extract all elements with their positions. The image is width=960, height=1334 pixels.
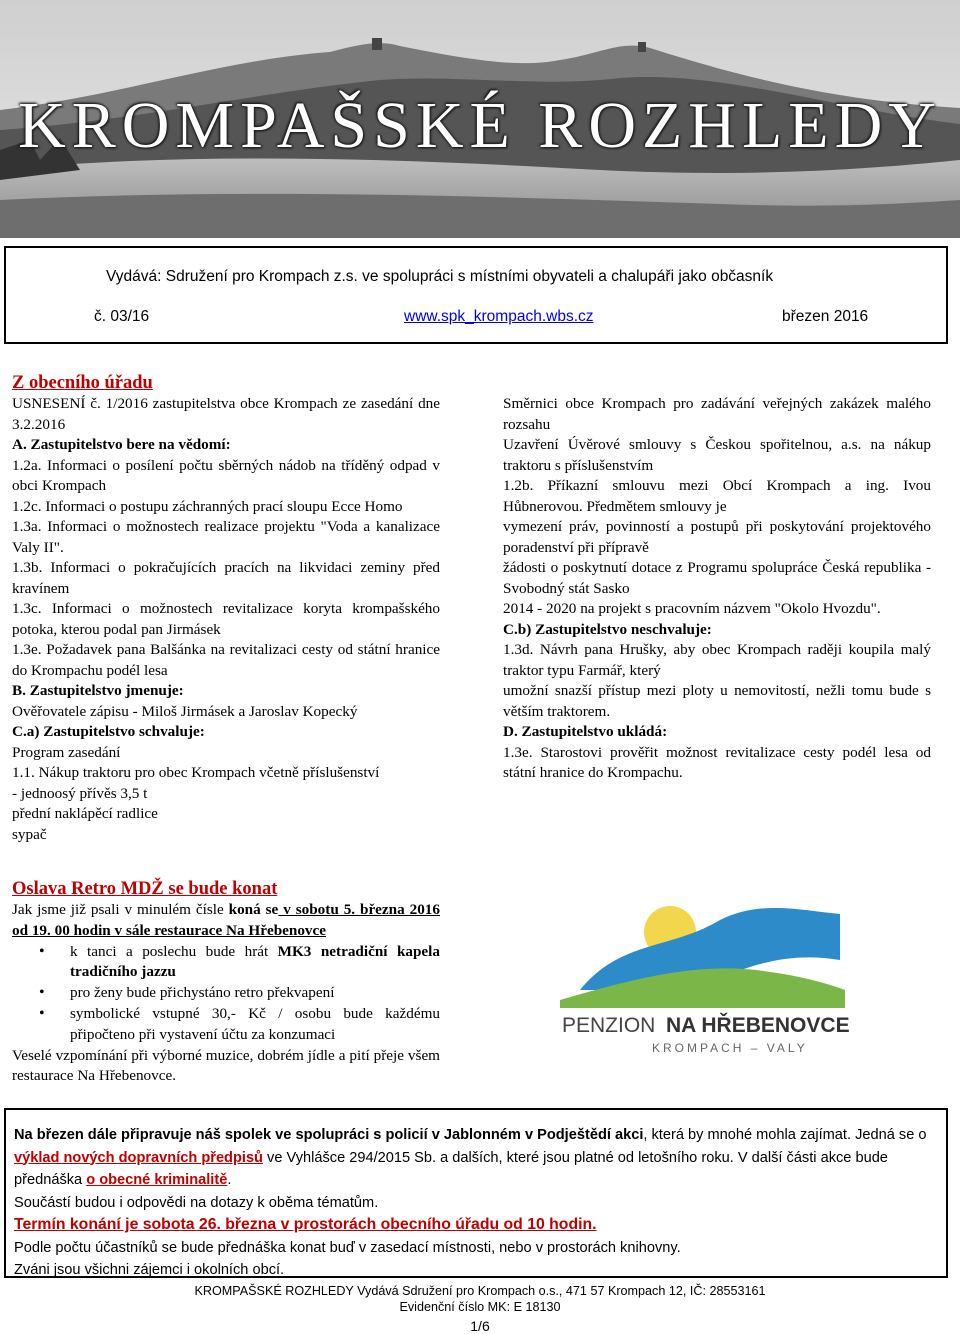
event-intro-bold: koná se	[228, 901, 279, 918]
notice-term: Termín konání je sobota 26. března v prostorách obecního úřadu od 10 hodin.	[14, 1216, 597, 1233]
event-closing: Veselé vzpomínání při výborné muzice, dobrém jídle a pití přeje všem restaurace Na Hřebenovce.	[12, 1046, 440, 1085]
event-intro-plain: Jak jsme již psali v minulém čísle	[12, 901, 229, 918]
notice-paragraph	[14, 1124, 938, 1192]
c-item: 1.1. Nákup traktoru pro obec Krompach včetně příslušenství	[12, 764, 380, 781]
notice-red2: o obecné kriminalitě	[86, 1172, 228, 1188]
left-column	[12, 372, 440, 845]
a-item: 1.2c. Informaci o postupu záchranných prací sloupu Ecce Homo	[12, 497, 403, 515]
website-link[interactable]: www.spk_krompach.wbs.cz	[404, 308, 594, 325]
cb-item: umožní snazší přístup mezi ploty u nemovitostí, nežli tomu bude s větším traktorem.	[503, 682, 931, 720]
masthead-title: KROMPAŠSKÉ ROZHLEDY	[18, 89, 942, 162]
a-item: 1.3b. Informaci o pokračujících pracích na likvidaci zeminy před kravínem	[12, 559, 440, 597]
notice-line3: Podle počtu účastníků se bude přednáška konat buď v zasedací místnosti, nebo v prostorách knihovny.	[14, 1239, 681, 1256]
footer-line1: KROMPAŠSKÉ ROZHLEDY Vydává Sdružení pro Krompach o.s., 471 57 Krompach 12, IČ: 28553161	[194, 1284, 766, 1298]
r-line: Uzavření Úvěrové smlouvy s Českou spořitelnou, a.s. na nákup traktoru s příslušenstvím	[503, 436, 931, 474]
a-item: 1.3e. Požadavek pana Balšánka na revitalizaci cesty od státní hranice do Krompachu podél lesa	[12, 641, 440, 679]
notice-line2: Součástí budou i odpovědi na dotazy k oběma tématům.	[14, 1194, 379, 1211]
publisher-box	[4, 246, 948, 344]
publisher-line: Vydává: Sdružení pro Krompach z.s. ve spolupráci s místními obyvateli a chalupáři jako občasník	[106, 268, 774, 285]
c-item: Program zasedání	[12, 743, 121, 761]
resolution-heading: USNESENÍ č. 1/2016 zastupitelstva obce Krompach ze zasedání dne 3.2.2016	[12, 395, 440, 433]
a-heading: A. Zastupitelstvo bere na vědomí:	[12, 436, 231, 453]
a-item: 1.3a. Informaci o možnostech realizace projektu "Voda a kanalizace Valy II".	[12, 518, 440, 556]
footer-line2: Evidenční číslo MK: E 18130	[399, 1300, 561, 1314]
r-line: žádosti o poskytnutí dotace z Programu spolupráce Česká republika - Svobodný stát Sasko	[503, 559, 931, 597]
penzion-logo	[540, 880, 850, 1060]
d-heading: D. Zastupitelstvo ukládá:	[503, 723, 668, 740]
c-item: - jednoosý přívěs 3,5 t	[12, 784, 148, 802]
notice-bold-start: Na březen dále připravuje náš spolek ve spolupráci s policií v Jablonném v Podještědí akci	[14, 1127, 644, 1143]
bullet-plain: k tanci a poslechu bude hrát	[70, 942, 278, 960]
notice-text1: , která by mnohé mohla zajímat. Jedná se o	[643, 1127, 927, 1143]
issue-number: č. 03/16	[94, 308, 150, 325]
list-item	[12, 942, 440, 984]
cb-heading: C.b) Zastupitelstvo neschvaluje:	[503, 620, 712, 638]
a-item: 1.2a. Informaci o posílení počtu sběrných nádob na tříděný odpad v obci Krompach	[12, 456, 440, 494]
logo-sub: KROMPACH – VALY	[652, 1041, 808, 1055]
b-heading: B. Zastupitelstvo jmenuje:	[12, 682, 184, 699]
notice-red1: výklad nových dopravních předpisů	[14, 1149, 263, 1166]
event-intro	[12, 900, 440, 942]
notice-box	[4, 1108, 948, 1278]
notice-text3: .	[227, 1172, 232, 1188]
c-item: sypač	[12, 825, 47, 843]
r-line: 2014 - 2020 na projekt s pracovním názvem "Okolo Hvozdu".	[503, 600, 881, 617]
penzion-logo-graphic	[540, 880, 850, 1060]
c-heading: C.a) Zastupitelstvo schvaluje:	[12, 723, 205, 740]
logo-name2: NA HŘEBENOVCE	[666, 1014, 850, 1037]
issue-date: březen 2016	[782, 308, 869, 325]
notice-line4: Zváni jsou všichni zájemci i okolních obcí.	[14, 1262, 285, 1278]
bullet-bold: MK3 netradiční kapela tradičního jazzu	[70, 942, 440, 981]
event-bullets	[12, 942, 440, 1046]
masthead-banner	[0, 0, 960, 238]
b-text: Ověřovatele zápisu - Miloš Jirmásek a Jaroslav Kopecký	[12, 702, 358, 720]
event-section	[12, 878, 440, 1087]
event-date-place: v sobotu 5. března 2016 od 19. 00 hodin v sále restaurace Na Hřebenovce	[12, 901, 440, 939]
cb-item: 1.3d. Návrh pana Hrušky, aby obec Krompach raději koupila malý traktor typu Farmář, který	[503, 641, 931, 679]
r-line: 1.2b. Příkazní smlouvu mezi Obcí Krompach a ing. Ivou Hůbnerovou. Předmětem smlouvy je	[503, 477, 931, 515]
notice-text2: ve Vyhlášce 294/2015 Sb. a dalších, které jsou platné od letošního roku. V další části akce bude přednáška	[14, 1149, 888, 1188]
r-line: vymezení práv, povinností a postupů při poskytování projektového poradenství při přípravě	[503, 518, 931, 556]
issue-line	[94, 308, 869, 326]
footer	[0, 1283, 960, 1315]
logo-name: PENZION	[562, 1014, 656, 1037]
c-item: přední naklápěcí radlice	[12, 805, 158, 822]
page-number: 1/6	[470, 1318, 490, 1334]
list-item: • pro ženy bude přichystáno retro překvapení	[12, 983, 440, 1004]
section-title: Z obecního úřadu	[12, 373, 153, 393]
a-item: 1.3c. Informaci o možnostech revitalizace koryta krompašského potoka, kterou podal pan Jirmásek	[12, 600, 440, 638]
r-line: Směrnici obce Krompach pro zadávání veřejných zakázek malého rozsahu	[503, 395, 931, 433]
right-column	[503, 394, 931, 784]
d-text: 1.3e. Starostovi prověřit možnost revitalizace cesty podél lesa od státní hranice do Krompachu.	[503, 743, 931, 781]
event-title: Oslava Retro MDŽ se bude konat	[12, 879, 278, 899]
list-item: • symbolické vstupné 30,- Kč / osobu bude každému připočteno při vystavení účtu za konzumaci	[12, 1004, 440, 1046]
